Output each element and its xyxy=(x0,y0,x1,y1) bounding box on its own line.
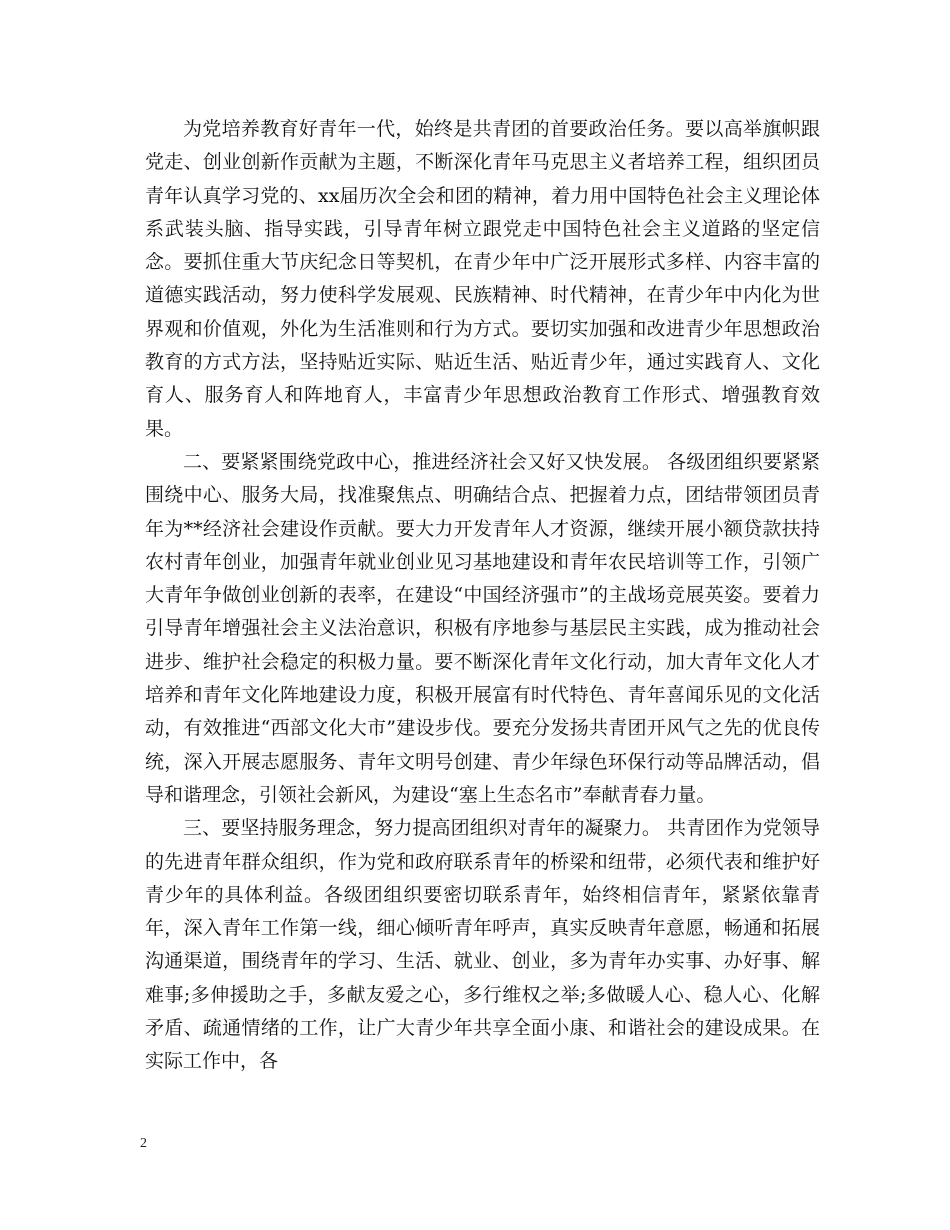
paragraph-1: 为党培养教育好青年一代，始终是共青团的首要政治任务。要以高举旗帜跟党走、创业创新作贡献为主题，不断深化青年马克思主义者培养工程，组织团员青年认真学习党的、xx届历次全会和团的精神，着力用中国特色社会主义理论体系武装头脑、指导实践，引导青年树立跟党走中国特色社会主义道路的坚定信念。要抓住重大节庆纪念日等契机，在青少年中广泛开展形式多样、内容丰富的道德实践活动，努力使科学发展观、民族精神、时代精神，在青少年中内化为世界观和价值观，外化为生活准则和行为方式。要切实加强和改进青少年思想政治教育的方式方法，坚持贴近实际、贴近生活、贴近青少年，通过实践育人、文化育人、服务育人和阵地育人，丰富青少年思想政治教育工作形式、增强教育效果。 xyxy=(145,118,820,440)
paragraph-2: 二、要紧紧围绕党政中心，推进经济社会又好又快发展。 各级团组织要紧紧围绕中心、服务大局，找准聚焦点、明确结合点、把握着力点，团结带领团员青年为**经济社会建设作贡献。要大力开发青年人才资源，继续开展小额贷款扶持农村青年创业，加强青年就业创业见习基地建设和青年农民培训等工作，引领广大青年争做创业创新的表率，在建设“中国经济强市”的主战场竞展英姿。要着力引导青年增强社会主义法治意识，积极有序地参与基层民主实践，成为推动社会进步、维护社会稳定的积极力量。要不断深化青年文化行动，加大青年文化人才培养和青年文化阵地建设力度，积极开展富有时代特色、青年喜闻乐见的文化活动，有效推进“西部文化大市”建设步伐。要充分发扬共青团开风气之先的优良传统，深入开展志愿服务、青年文明号创建、青少年绿色环保行动等品牌活动，倡导和谐理念，引领社会新风，为建设“塞上生态名市”奉献青春力量。 xyxy=(145,450,820,806)
document-body xyxy=(145,113,820,1079)
page-number: 2 xyxy=(140,1136,147,1151)
paragraph-3: 三、要坚持服务理念，努力提高团组织对青年的凝聚力。 共青团作为党领导的先进青年群众组织，作为党和政府联系青年的桥梁和纽带，必须代表和维护好青少年的具体利益。各级团组织要密切联系青年，始终相信青年，紧紧依靠青年，深入青年工作第一线，细心倾听青年呼声，真实反映青年意愿，畅通和拓展沟通渠道，围绕青年的学习、生活、就业、创业，多为青年办实事、办好事、解难事;多伸援助之手，多献友爱之心，多行维权之举;多做暖人心、稳人心、化解矛盾、疏通情绪的工作，让广大青少年共享全面小康、和谐社会的建设成果。在实际工作中，各 xyxy=(145,817,820,1073)
